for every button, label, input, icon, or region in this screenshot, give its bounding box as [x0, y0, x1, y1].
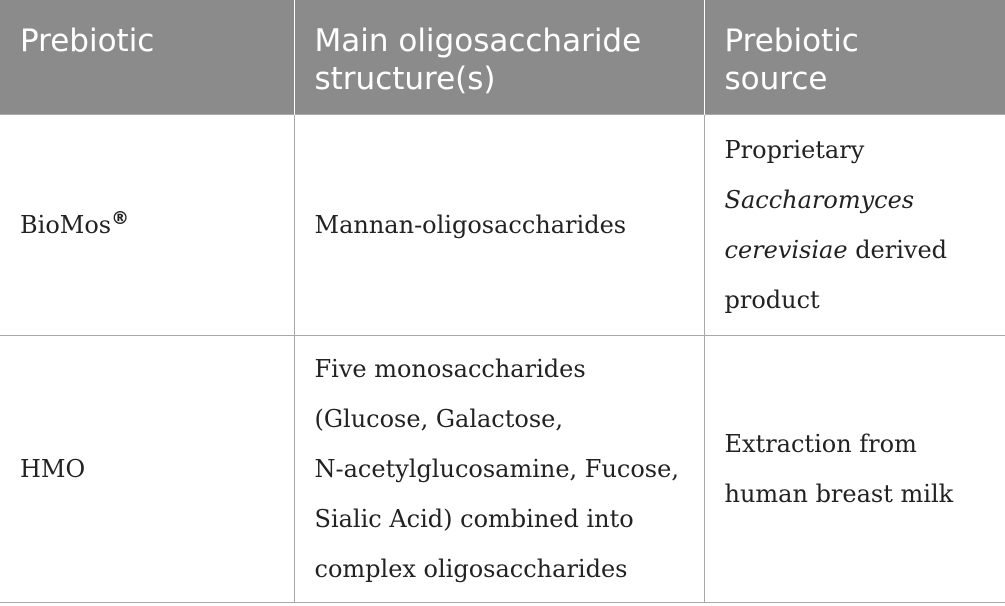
- header-source-line1: Prebiotic: [724, 23, 859, 59]
- cell-prebiotic: [0, 336, 294, 603]
- source-line: [725, 225, 985, 275]
- registered-mark: ®: [111, 208, 130, 229]
- header-structure-line1: Main oligosaccharide: [314, 23, 642, 59]
- header-source-line2: source: [724, 61, 828, 97]
- source-line: Extraction from: [724, 430, 917, 458]
- header-source: [704, 0, 1005, 115]
- source-line: product: [724, 286, 820, 314]
- table-row: [0, 336, 1005, 603]
- structure-line: Sialic Acid) combined into: [314, 505, 634, 533]
- header-structure-line2: structure(s): [314, 61, 496, 97]
- header-structure: [294, 0, 704, 115]
- cell-source: [704, 115, 1005, 336]
- cell-structure: [294, 336, 704, 603]
- structure-line: Mannan-oligosaccharides: [314, 211, 627, 239]
- source-line-italic: Saccharomyces: [724, 186, 915, 214]
- cell-prebiotic: [0, 115, 294, 336]
- table-row: [0, 115, 1005, 336]
- source-species-italic: cerevisiae: [724, 236, 848, 264]
- prebiotic-name: HMO: [20, 455, 86, 483]
- source-line-rest: derived: [847, 236, 948, 264]
- structure-line: (Glucose, Galactose,: [314, 405, 563, 433]
- source-line: human breast milk: [724, 480, 954, 508]
- prebiotic-name: BioMos: [20, 211, 112, 239]
- source-line: Proprietary: [724, 136, 865, 164]
- structure-line: Five monosaccharides: [314, 355, 586, 383]
- cell-structure: [294, 115, 704, 336]
- header-row: [0, 0, 1005, 115]
- header-prebiotic: [0, 0, 294, 115]
- structure-line: N-acetylglucosamine, Fucose,: [314, 455, 679, 483]
- structure-line: complex oligosaccharides: [314, 555, 628, 583]
- header-prebiotic-text: Prebiotic: [20, 23, 155, 59]
- cell-source: [704, 336, 1005, 603]
- table-body: [0, 115, 1005, 603]
- table-header: [0, 0, 1005, 115]
